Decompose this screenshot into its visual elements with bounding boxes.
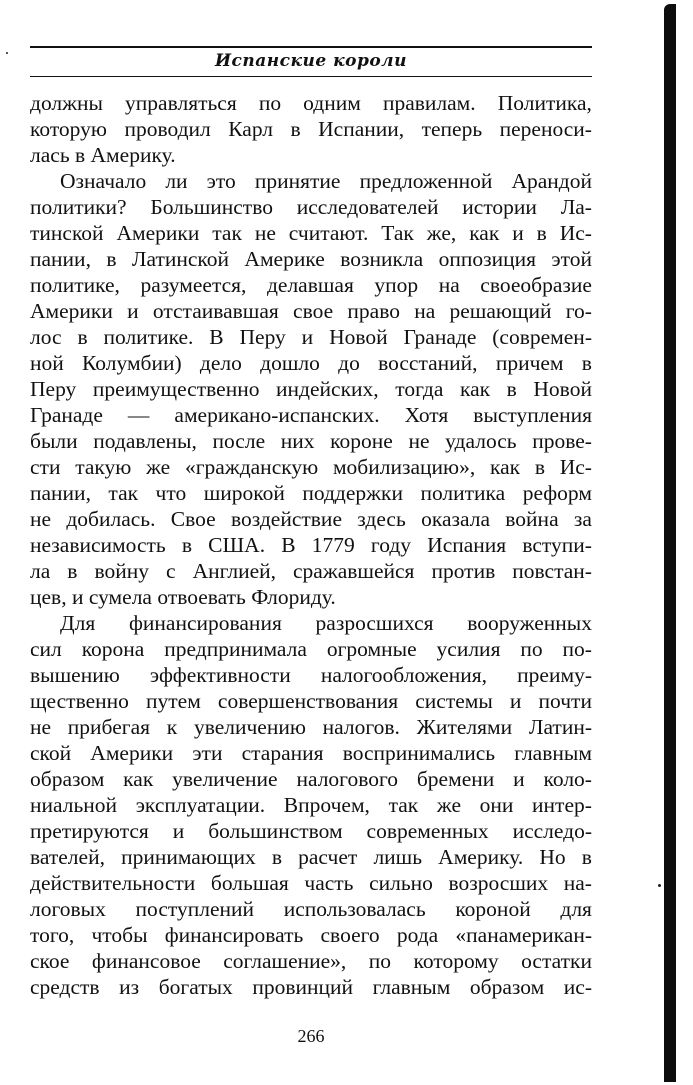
- word: в: [534, 455, 545, 479]
- word: же,: [426, 221, 457, 245]
- text-line: [30, 896, 592, 922]
- word: лишь: [373, 845, 423, 869]
- word: усилия: [436, 637, 501, 661]
- word: в: [67, 559, 78, 583]
- word: эти: [192, 741, 223, 765]
- word: богатых: [158, 975, 233, 999]
- text-line: [30, 506, 592, 532]
- word: вступи-: [522, 533, 592, 557]
- word: расчет: [298, 845, 358, 869]
- word: переноси-: [499, 117, 592, 141]
- word: главным: [372, 975, 451, 999]
- word: разумеется,: [140, 273, 247, 297]
- word: с: [166, 559, 176, 583]
- word: году: [370, 533, 412, 557]
- word: в: [581, 351, 592, 375]
- word: войну: [94, 559, 149, 583]
- text-line: [30, 922, 592, 948]
- word: тогда: [395, 377, 444, 401]
- text-line: [30, 766, 592, 792]
- word: Америку.: [438, 845, 524, 869]
- word: «гражданскую: [184, 455, 319, 479]
- word: прове-: [532, 429, 592, 453]
- word: старания: [241, 741, 324, 765]
- word: средств: [30, 975, 100, 999]
- word: своего: [320, 923, 380, 947]
- word: американо-испанских.: [174, 403, 380, 427]
- word: в: [290, 117, 301, 141]
- word: исследователей: [296, 195, 439, 219]
- word: Новой: [533, 377, 592, 401]
- word: короне: [330, 429, 393, 453]
- word: бремени: [416, 767, 495, 791]
- word: возросших: [448, 871, 549, 895]
- word: политика: [420, 481, 506, 505]
- text-line: [30, 324, 592, 350]
- word: Свое: [170, 507, 216, 531]
- word: эффективности: [149, 663, 291, 687]
- word: Ис-: [559, 455, 592, 479]
- word: Большинство: [150, 195, 273, 219]
- word: же: [146, 455, 171, 479]
- word: В: [281, 533, 296, 557]
- word: рода: [396, 923, 439, 947]
- word: это: [206, 169, 236, 193]
- word: выступления: [473, 403, 592, 427]
- word: чтобы: [91, 923, 148, 947]
- word: дело: [199, 351, 242, 375]
- word: оказала: [421, 507, 490, 531]
- word: такую: [75, 455, 132, 479]
- word: так: [212, 221, 242, 245]
- word: предпринимала: [164, 637, 307, 661]
- word: преиму-: [517, 663, 592, 687]
- word: война: [505, 507, 559, 531]
- text-line: [30, 948, 592, 974]
- text-line-content: цев, и сумела отвоевать Флориду.: [30, 585, 336, 609]
- word: ской: [30, 741, 72, 765]
- text-line: [30, 844, 592, 870]
- word: причем: [495, 351, 564, 375]
- text-line: [30, 246, 592, 272]
- word: против: [431, 559, 496, 583]
- word: для: [560, 897, 592, 921]
- word: так: [108, 481, 139, 505]
- word: этой: [551, 247, 592, 271]
- word: Новой: [329, 325, 388, 349]
- word: преимущественно: [92, 377, 260, 401]
- word: Гранаде: [30, 403, 103, 427]
- text-line: [30, 116, 592, 142]
- word: на-: [563, 871, 592, 895]
- word: упор: [374, 273, 419, 297]
- word: воспринимались: [342, 741, 496, 765]
- word: Ла-: [560, 195, 592, 219]
- word: в: [506, 377, 517, 401]
- word: современных: [366, 819, 489, 843]
- word: щественно: [30, 689, 129, 713]
- word: мобилизацию»,: [332, 455, 476, 479]
- word: образом: [469, 975, 545, 999]
- word: и: [512, 221, 524, 245]
- word: сражавшейся: [293, 559, 415, 583]
- word: к: [166, 715, 178, 739]
- word: они: [479, 793, 514, 817]
- word: сил: [30, 637, 62, 661]
- text-line: [30, 636, 592, 662]
- word: Жителями: [416, 715, 513, 739]
- word: повстан-: [512, 559, 592, 583]
- word: большая: [210, 871, 289, 895]
- word: эксплуатации.: [135, 793, 266, 817]
- text-line: [30, 428, 592, 454]
- word: подавлены,: [93, 429, 197, 453]
- word: ис-: [563, 975, 592, 999]
- word: после: [212, 429, 266, 453]
- word: увеличение: [172, 767, 278, 791]
- word: из: [119, 975, 140, 999]
- running-head: Испанские короли: [214, 51, 407, 71]
- word: В: [209, 325, 224, 349]
- word: здесь: [357, 507, 406, 531]
- text-line: [30, 454, 592, 480]
- word: совершенствования: [217, 689, 399, 713]
- word: —: [127, 403, 150, 427]
- text-line: [30, 870, 592, 896]
- word: не: [30, 507, 52, 531]
- word: Так: [381, 221, 414, 245]
- word: Карл: [228, 117, 274, 141]
- word: образом: [30, 767, 105, 791]
- word: финансировать: [164, 923, 304, 947]
- word: в: [77, 325, 88, 349]
- text-line: [30, 298, 592, 324]
- word: независимость: [30, 533, 166, 557]
- word: поступлений: [135, 897, 255, 921]
- text-line: [30, 740, 592, 766]
- word: в: [106, 247, 117, 271]
- word: как: [459, 377, 491, 401]
- word: же: [436, 793, 461, 817]
- word: остатки: [521, 949, 592, 973]
- text-line: [30, 532, 592, 558]
- word: соглашение»,: [223, 949, 347, 973]
- word: пании,: [30, 481, 91, 505]
- body-text: [30, 90, 592, 1000]
- word: которую: [30, 117, 107, 141]
- header-rule-bottom: [30, 76, 592, 77]
- word: Латинской: [131, 247, 230, 271]
- word: часть: [304, 871, 354, 895]
- word: свое: [293, 299, 334, 323]
- word: Хотя: [404, 403, 449, 427]
- word: претируются: [30, 819, 149, 843]
- text-line: [30, 168, 592, 194]
- word: по: [520, 637, 543, 661]
- word: по: [258, 91, 282, 115]
- word: широкой: [203, 481, 285, 505]
- word: оппозиция: [438, 247, 536, 271]
- word: огромные: [326, 637, 417, 661]
- page-number: 266: [297, 1026, 325, 1046]
- word: в: [581, 845, 592, 869]
- word: большинством: [208, 819, 343, 843]
- word: Перу: [30, 377, 77, 401]
- word: Политика,: [497, 91, 592, 115]
- word: не: [254, 221, 276, 245]
- word: Испания: [427, 533, 507, 557]
- word: так: [388, 793, 419, 817]
- word: Гранаде: [403, 325, 477, 349]
- text-line: [30, 194, 592, 220]
- word: правилам.: [382, 91, 476, 115]
- word: в: [181, 533, 192, 557]
- word: Англией,: [192, 559, 276, 583]
- word: финансовое: [91, 949, 201, 973]
- word: интер-: [532, 793, 592, 817]
- word: Америки: [116, 221, 200, 245]
- text-line: [30, 688, 592, 714]
- text-line: [30, 272, 592, 298]
- word: увеличению: [193, 715, 306, 739]
- word: ла: [30, 559, 51, 583]
- word: сти: [30, 455, 61, 479]
- word: управляться: [125, 91, 237, 115]
- word: финансирования: [128, 611, 282, 635]
- word: что: [155, 481, 187, 505]
- word: удалось: [445, 429, 517, 453]
- word: одним: [303, 91, 361, 115]
- text-line: [30, 402, 592, 428]
- word: Для: [60, 611, 96, 635]
- word: тинской: [30, 221, 104, 245]
- word: реформ: [522, 481, 592, 505]
- word: ной: [30, 351, 64, 375]
- word: главным: [514, 741, 592, 765]
- word: не: [30, 715, 52, 739]
- scan-speck: [658, 884, 661, 887]
- word: как: [123, 767, 154, 791]
- word: использовалась: [283, 897, 426, 921]
- word: как: [489, 455, 521, 479]
- word: налогов.: [322, 715, 400, 739]
- word: воздействие: [231, 507, 342, 531]
- word: сильно: [369, 871, 433, 895]
- word: делавшая: [266, 273, 354, 297]
- word: как: [469, 221, 500, 245]
- word: в: [536, 221, 547, 245]
- text-line: [30, 480, 592, 506]
- scan-speck: [6, 52, 8, 54]
- word: право: [347, 299, 400, 323]
- word: до: [338, 351, 360, 375]
- word: за: [573, 507, 592, 531]
- word: Перу: [239, 325, 286, 349]
- word: должны: [30, 91, 103, 115]
- book-spine-shadow: [664, 4, 676, 1082]
- word: и: [509, 689, 522, 713]
- text-line-content: лась в Америку.: [30, 143, 176, 167]
- word: принятие: [254, 169, 341, 193]
- word: считают.: [288, 221, 369, 245]
- word: и: [301, 325, 314, 349]
- word: Но: [539, 845, 566, 869]
- word: логовых: [30, 897, 106, 921]
- word: и: [172, 819, 185, 843]
- word: того,: [30, 923, 75, 947]
- word: на: [438, 273, 460, 297]
- word: Колумбии): [82, 351, 182, 375]
- word: восстаний,: [378, 351, 478, 375]
- word: вооруженных: [467, 611, 592, 635]
- word: принимающих: [121, 845, 256, 869]
- word: отстаивавшая: [152, 299, 279, 323]
- word: Впрочем,: [283, 793, 370, 817]
- word: системы: [415, 689, 493, 713]
- word: почти: [538, 689, 592, 713]
- word: Америки: [90, 741, 174, 765]
- word: по-: [562, 637, 592, 661]
- word: дошло: [260, 351, 320, 375]
- word: разросшихся: [315, 611, 434, 635]
- word: Испании,: [318, 117, 405, 141]
- word: коло-: [543, 767, 592, 791]
- word: теперь: [421, 117, 483, 141]
- word: Латин-: [528, 715, 592, 739]
- word: налогообложения,: [320, 663, 488, 687]
- word: были: [30, 429, 78, 453]
- word: своеобразие: [480, 273, 592, 297]
- text-line: [30, 792, 592, 818]
- word: провинций: [252, 975, 354, 999]
- word: политике,: [30, 273, 120, 297]
- text-line: [30, 558, 592, 584]
- word: Ис-: [559, 221, 592, 245]
- word: Америки: [30, 299, 113, 323]
- word: короной: [455, 897, 531, 921]
- text-line: [30, 90, 592, 116]
- word: США.: [208, 533, 266, 557]
- word: предложенной: [359, 169, 493, 193]
- text-line: [30, 714, 592, 740]
- word: истории: [462, 195, 537, 219]
- word: по: [368, 949, 392, 973]
- word: индейских,: [276, 377, 379, 401]
- word: политики?: [30, 195, 127, 219]
- word: Означало: [60, 169, 147, 193]
- word: лос: [30, 325, 62, 349]
- word: го-: [565, 299, 592, 323]
- word: возникла: [340, 247, 424, 271]
- word: корона: [81, 637, 145, 661]
- text-line: [30, 376, 592, 402]
- word: путем: [146, 689, 201, 713]
- word: налогового: [296, 767, 398, 791]
- word: (современ-: [492, 325, 592, 349]
- text-line: [30, 350, 592, 376]
- word: них: [280, 429, 315, 453]
- word: вышению: [30, 663, 120, 687]
- word: и: [513, 767, 525, 791]
- text-line: [30, 974, 592, 1000]
- word: исследо-: [512, 819, 592, 843]
- word: политике.: [103, 325, 194, 349]
- word: решающий: [449, 299, 552, 323]
- word: Америке: [244, 247, 325, 271]
- word: ли: [165, 169, 188, 193]
- word: добилась.: [66, 507, 156, 531]
- word: поддержки: [302, 481, 403, 505]
- word: на: [414, 299, 436, 323]
- text-line: [30, 584, 592, 610]
- word: в: [271, 845, 283, 869]
- text-line: [30, 142, 592, 168]
- word: вателей,: [30, 845, 105, 869]
- word: «панамерикан-: [455, 923, 592, 947]
- word: действительности: [30, 871, 196, 895]
- word: ниальной: [30, 793, 118, 817]
- word: прибегая: [67, 715, 151, 739]
- word: и: [127, 299, 139, 323]
- word: Арандой: [511, 169, 592, 193]
- word: 1779: [311, 533, 355, 557]
- text-line: [30, 220, 592, 246]
- word: ское: [30, 949, 70, 973]
- word: проводил: [124, 117, 211, 141]
- text-line: [30, 610, 592, 636]
- word: пании,: [30, 247, 91, 271]
- word: которому: [413, 949, 499, 973]
- text-line: [30, 662, 592, 688]
- text-line: [30, 818, 592, 844]
- word: не: [408, 429, 430, 453]
